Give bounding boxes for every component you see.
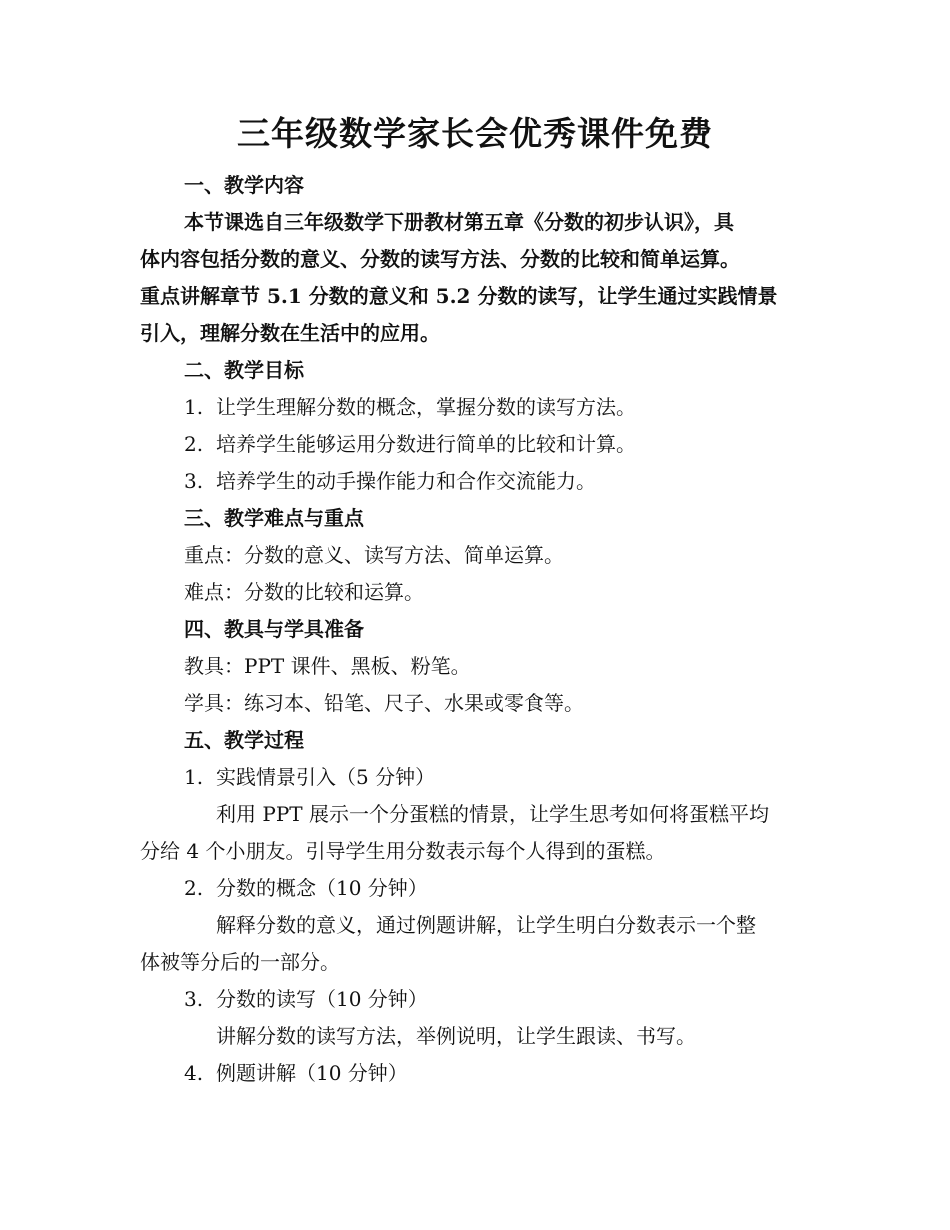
list-item [184,467,596,495]
step-title [184,763,435,791]
step-title [184,985,428,1013]
step-line: 体被等分后的一部分。 [140,950,340,974]
step-title-text: 分数的概念（10 分钟） [216,876,428,900]
list-text: 培养学生能够运用分数进行简单的比较和计算。 [216,432,636,456]
step-number: 2. [184,876,204,900]
list-number: 2. [184,432,204,456]
section-heading-key-points: 三、教学难点与重点 [184,506,364,530]
step-line: 利用 PPT 展示一个分蛋糕的情景，让学生思考如何将蛋糕平均 [216,802,769,826]
list-text: 让学生理解分数的概念，掌握分数的读写方法。 [216,395,636,419]
section-heading-content: 一、教学内容 [184,173,304,197]
section-heading-objectives: 二、教学目标 [184,358,304,382]
paragraph-line: 体内容包括分数的意义、分数的读写方法、分数的比较和简单运算。 [140,247,740,271]
step-line: 解释分数的意义，通过例题讲解，让学生明白分数表示一个整 [216,913,756,937]
step-number: 3. [184,987,204,1011]
difficulty-line: 难点：分数的比较和运算。 [184,580,424,604]
section-heading-materials: 四、教具与学具准备 [184,617,364,641]
list-number: 3. [184,469,204,493]
key-point-line: 重点：分数的意义、读写方法、简单运算。 [184,543,564,567]
step-number: 4. [184,1061,204,1085]
list-number: 1. [184,395,204,419]
paragraph-line: 重点讲解章节 5.1 分数的意义和 5.2 分数的读写，让学生通过实践情景 [140,284,778,308]
section-heading-process: 五、教学过程 [184,728,304,752]
step-title [184,1059,408,1087]
document-title: 三年级数学家长会优秀课件免费 [237,114,713,153]
step-line: 讲解分数的读写方法，举例说明，让学生跟读、书写。 [216,1024,696,1048]
list-text: 培养学生的动手操作能力和合作交流能力。 [216,469,596,493]
step-title-text: 分数的读写（10 分钟） [216,987,428,1011]
step-title [184,874,428,902]
step-title-text: 例题讲解（10 分钟） [216,1061,408,1085]
step-title-text: 实践情景引入（5 分钟） [216,765,436,789]
teacher-tools-line: 教具：PPT 课件、黑板、粉笔。 [184,654,471,678]
paragraph-line: 引入，理解分数在生活中的应用。 [140,321,440,345]
paragraph-line: 本节课选自三年级数学下册教材第五章《分数的初步认识》，具 [184,210,734,234]
step-line: 分给 4 个小朋友。引导学生用分数表示每个人得到的蛋糕。 [140,839,666,863]
list-item [184,430,636,458]
student-tools-line: 学具：练习本、铅笔、尺子、水果或零食等。 [184,691,584,715]
list-item [184,393,636,421]
step-number: 1. [184,765,204,789]
